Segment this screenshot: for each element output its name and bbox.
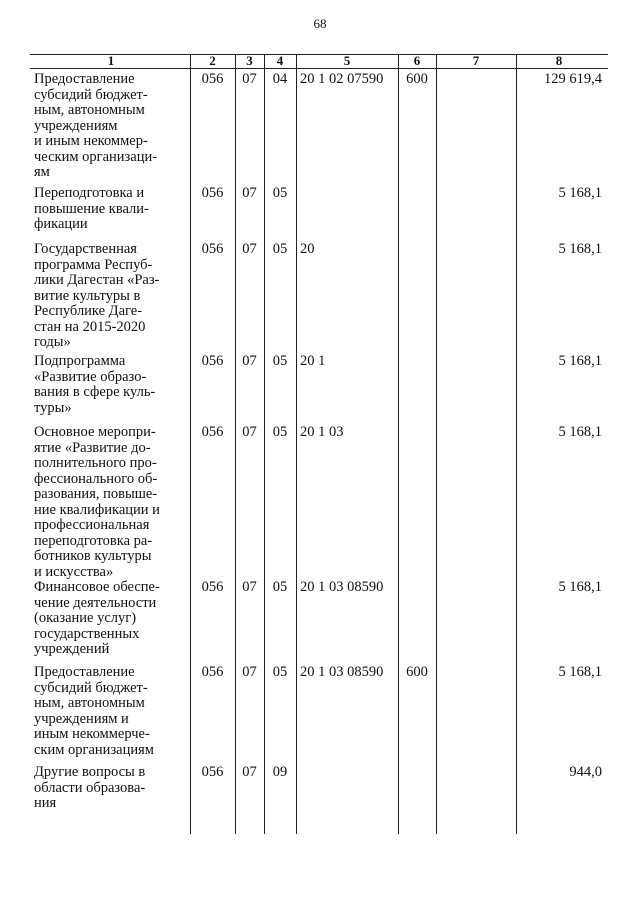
- section-code-cell: 07: [242, 185, 257, 201]
- amount-cell: 5 168,1: [558, 353, 602, 369]
- subsection-code-cell: 05: [272, 664, 288, 680]
- amount-cell: 5 168,1: [558, 424, 602, 440]
- ministry-code-cell: 056: [201, 424, 224, 440]
- amount-cell: 5 168,1: [558, 579, 602, 595]
- section-code-cell: 07: [242, 764, 257, 780]
- header-cell: 5: [343, 53, 351, 68]
- column-divider: [516, 54, 517, 834]
- ministry-code-cell: 056: [201, 71, 224, 87]
- column-divider: [398, 54, 399, 834]
- header-cell: 6: [413, 53, 421, 68]
- subsection-code-cell: 05: [272, 353, 288, 369]
- amount-cell: 5 168,1: [558, 185, 602, 201]
- section-code-cell: 07: [242, 579, 257, 595]
- target-article-cell: 20 1 03 08590: [300, 664, 384, 680]
- header-cell: 4: [276, 53, 284, 68]
- expense-type-cell: 600: [406, 664, 428, 680]
- column-divider: [190, 54, 191, 834]
- section-code-cell: 07: [242, 241, 257, 257]
- column-divider: [436, 54, 437, 834]
- ministry-code-cell: 056: [201, 185, 224, 201]
- ministry-code-cell: 056: [201, 241, 224, 257]
- expense-type-cell: 600: [406, 71, 428, 87]
- target-article-cell: 20 1 03: [300, 424, 344, 440]
- target-article-cell: 20 1 03 08590: [300, 579, 384, 595]
- budget-table: [30, 54, 608, 834]
- row-name-cell: Основное меропри- ятие «Развитие до- полнительного про- фессионального об- разования, повыше- ние квалификации и профессиональная переподготовка ра- ботников культуры и искусства»: [34, 424, 160, 580]
- ministry-code-cell: 056: [201, 353, 224, 369]
- column-divider: [264, 54, 265, 834]
- header-cell: 2: [209, 53, 216, 68]
- amount-cell: 944,0: [569, 764, 602, 780]
- column-divider: [235, 54, 236, 834]
- row-name-cell: Предоставление субсидий бюджет- ным, автономным учреждениям и иным некоммер- ческим организаци- ям: [34, 71, 158, 180]
- row-name-cell: Финансовое обеспе- чение деятельности (оказание услуг) государственных учреждений: [34, 579, 160, 657]
- section-code-cell: 07: [242, 664, 257, 680]
- ministry-code-cell: 056: [201, 579, 224, 595]
- header-cell: 1: [107, 53, 115, 68]
- page-number: 68: [313, 16, 327, 31]
- row-name-cell: Подпрограмма «Развитие образо- вания в сфере куль- туры»: [34, 353, 156, 416]
- subsection-code-cell: 09: [272, 764, 288, 780]
- subsection-code-cell: 05: [272, 579, 288, 595]
- header-cell: 8: [555, 53, 563, 68]
- target-article-cell: 20: [300, 241, 315, 257]
- subsection-code-cell: 05: [272, 185, 288, 201]
- section-code-cell: 07: [242, 353, 257, 369]
- ministry-code-cell: 056: [201, 664, 224, 680]
- amount-cell: 129 619,4: [544, 71, 602, 87]
- ministry-code-cell: 056: [201, 764, 224, 780]
- row-name-cell: Предоставление субсидий бюджет- ным, автономным учреждениям и иным некоммерче- ским организациям: [34, 664, 154, 758]
- amount-cell: 5 168,1: [558, 241, 602, 257]
- subsection-code-cell: 05: [272, 241, 288, 257]
- header-cell: 7: [472, 53, 480, 68]
- subsection-code-cell: 04: [272, 71, 288, 87]
- header-cell: 3: [246, 53, 253, 68]
- row-name-cell: Другие вопросы в области образова- ния: [34, 764, 146, 811]
- amount-cell: 5 168,1: [558, 664, 602, 680]
- section-code-cell: 07: [242, 424, 257, 440]
- row-name-cell: Государственная программа Респуб- лики Дагестан «Раз- витие культуры в Республике Даге- стан на 2015-2020 годы»: [34, 241, 160, 350]
- section-code-cell: 07: [242, 71, 257, 87]
- target-article-cell: 20 1: [300, 353, 326, 369]
- subsection-code-cell: 05: [272, 424, 288, 440]
- target-article-cell: 20 1 02 07590: [300, 71, 384, 87]
- column-divider: [296, 54, 297, 834]
- row-name-cell: Переподготовка и повышение квали- фикации: [34, 185, 149, 232]
- header-bottom-border: [30, 68, 608, 69]
